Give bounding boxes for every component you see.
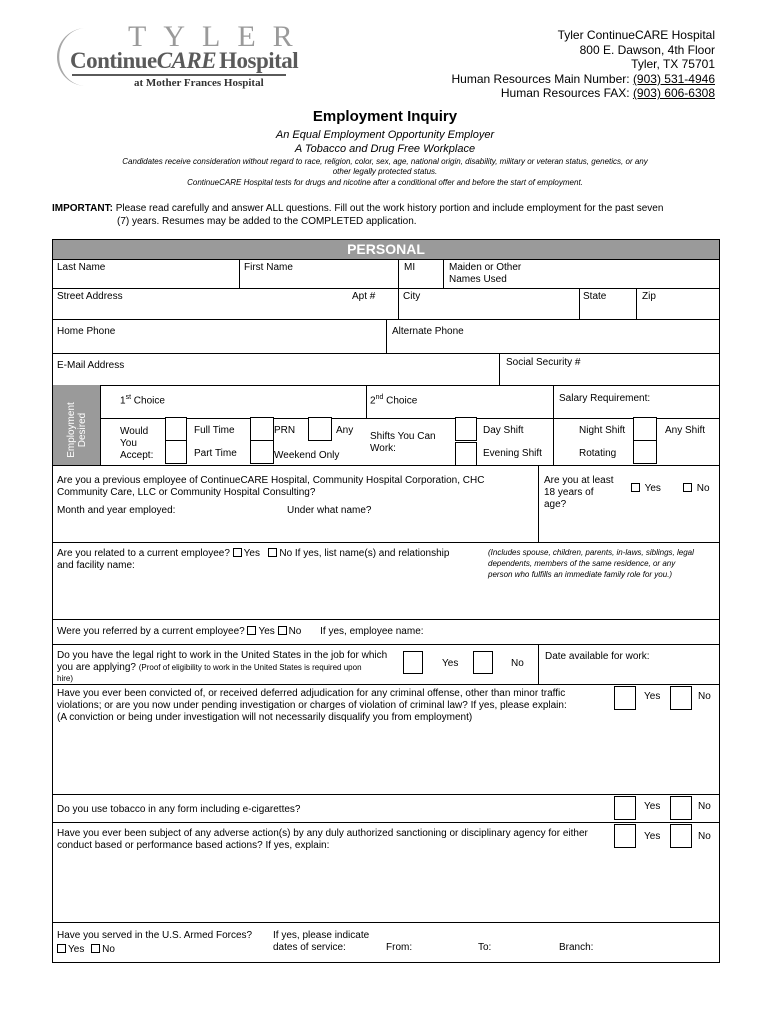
day-shift-checkbox[interactable] bbox=[455, 417, 477, 441]
employment-desired-label: Employment Desired bbox=[66, 402, 88, 458]
weekend-only-label: Weekend Only bbox=[274, 450, 340, 461]
previous-employee-question: Are you a previous employee of ContinueCARE Hospital, Community Hospital Corporation, CHC Community Care, LLC or Community Hospital Consulting? bbox=[57, 475, 485, 498]
mi-label: MI bbox=[404, 262, 416, 273]
related-no-checkbox[interactable] bbox=[268, 548, 277, 557]
address-city: Tyler, TX 75701 bbox=[631, 57, 715, 72]
apt-label: Apt # bbox=[352, 291, 376, 302]
month-year-employed-label: Month and year employed: bbox=[57, 505, 176, 516]
logo-tyler-text: TYLER bbox=[128, 20, 310, 53]
notice-line-2: other legally protected status. bbox=[332, 167, 438, 176]
notice-line-1: Candidates receive consideration without regard to race, religion, color, sex, age, national origin, disability, military or veteran status, genetics, or any bbox=[122, 157, 648, 166]
address-hr-line: Human Resources Main Number: (903) 531-4946 bbox=[451, 71, 715, 86]
adverse-no-checkbox[interactable] bbox=[670, 824, 692, 848]
hr-phone-link[interactable]: (903) 531-4946 bbox=[632, 71, 715, 86]
age-question: Are you at least 18 years of age? bbox=[544, 475, 614, 510]
evening-shift-checkbox[interactable] bbox=[455, 442, 477, 466]
address-fax-line: Human Resources FAX: (903) 606-6308 bbox=[500, 86, 715, 101]
age-no-option[interactable]: No bbox=[683, 483, 710, 495]
tobacco-yes-checkbox[interactable] bbox=[614, 796, 636, 820]
legal-no-checkbox[interactable] bbox=[473, 651, 493, 674]
day-shift-label: Day Shift bbox=[483, 425, 524, 436]
legal-right-question-1: Do you have the legal right to work in the United States in the job for which bbox=[57, 650, 388, 661]
salary-requirement-label: Salary Requirement: bbox=[559, 393, 651, 404]
tobacco-yes-label: Yes bbox=[644, 801, 661, 812]
convicted-yes-label: Yes bbox=[644, 691, 661, 702]
rotating-label: Rotating bbox=[579, 448, 617, 459]
important-notice: IMPORTANT: Please read carefully and answer ALL questions. Fill out the work history portion and include employment for the past seven (7) years. Resumes may be added to the COMPLETED application. bbox=[52, 203, 664, 227]
under-what-name-label: Under what name? bbox=[287, 505, 372, 516]
related-question: Are you related to a current employee? Yes No If yes, list name(s) and relationship bbox=[57, 548, 450, 559]
adverse-yes-label: Yes bbox=[644, 831, 661, 842]
from-label: From: bbox=[386, 942, 413, 953]
related-note: (Includes spouse, children, parents, in-laws, siblings, legal dependents, members of the same residence, or any person who fulfills an immediate family role for you.) bbox=[488, 548, 694, 579]
last-name-label: Last Name bbox=[57, 262, 106, 273]
part-time-label: Part Time bbox=[194, 448, 237, 459]
facility-name-label: and facility name: bbox=[57, 560, 135, 571]
age-yes-option[interactable]: Yes bbox=[631, 483, 661, 495]
referred-question: Were you referred by a current employee? Yes No If yes, employee name: bbox=[57, 626, 424, 637]
adverse-yes-checkbox[interactable] bbox=[614, 824, 636, 848]
referred-yes-checkbox[interactable] bbox=[247, 626, 256, 635]
email-label: E-Mail Address bbox=[57, 360, 125, 371]
full-time-label: Full Time bbox=[194, 425, 235, 436]
convicted-yes-checkbox[interactable] bbox=[614, 686, 636, 710]
eeo-subtitle: An Equal Employment Opportunity Employer bbox=[275, 129, 495, 141]
to-label: To: bbox=[478, 942, 492, 953]
street-address-label: Street Address bbox=[57, 291, 123, 302]
tobacco-no-checkbox[interactable] bbox=[670, 796, 692, 820]
convicted-question: Have you ever been convicted of, or received deferred adjudication for any criminal offense, other than minor traffic violations; or are you now under pending investigation or charges of violation of criminal law? If yes, please explain: (A conviction or being under investigation will not necessarily disqualify you from employment) bbox=[57, 688, 567, 723]
any-label: Any bbox=[336, 425, 354, 436]
armed-no-checkbox[interactable] bbox=[91, 944, 100, 953]
evening-shift-label: Evening Shift bbox=[483, 448, 542, 459]
branch-label: Branch: bbox=[559, 942, 594, 953]
state-label: State bbox=[583, 291, 607, 302]
logo-rule bbox=[72, 74, 286, 76]
home-phone-label: Home Phone bbox=[57, 326, 116, 337]
alternate-phone-label: Alternate Phone bbox=[392, 326, 464, 337]
adverse-action-question: Have you ever been subject of any adverse action(s) by any duly authorized sanctioning or disciplinary agency for either conduct based or performance based actions? If yes, explain: bbox=[57, 828, 588, 851]
city-label: City bbox=[403, 291, 421, 302]
related-yes-checkbox[interactable] bbox=[233, 548, 242, 557]
convicted-no-label: No bbox=[698, 691, 711, 702]
employment-desired-sidebar bbox=[53, 385, 101, 465]
prn-label: PRN bbox=[274, 425, 296, 436]
ssn-label: Social Security # bbox=[506, 357, 581, 368]
referred-no-checkbox[interactable] bbox=[278, 626, 287, 635]
would-accept-label: Would You Accept: bbox=[120, 426, 154, 461]
night-shift-checkbox[interactable] bbox=[633, 417, 657, 441]
age-no-checkbox[interactable] bbox=[683, 483, 692, 492]
adverse-no-label: No bbox=[698, 831, 711, 842]
convicted-no-checkbox[interactable] bbox=[670, 686, 692, 710]
armed-forces-question: Have you served in the U.S. Armed Forces? bbox=[57, 930, 253, 941]
tobacco-question: Do you use tobacco in any form including e-cigarettes? bbox=[57, 804, 301, 815]
prn-checkbox[interactable] bbox=[250, 417, 274, 441]
application-form bbox=[52, 239, 720, 963]
date-available-label: Date available for work: bbox=[545, 651, 650, 662]
age-yes-checkbox[interactable] bbox=[631, 483, 640, 492]
night-shift-label: Night Shift bbox=[579, 425, 626, 436]
second-choice-label: 2nd Choice bbox=[370, 394, 418, 407]
legal-no-label: No bbox=[511, 658, 524, 669]
personal-section-header bbox=[53, 240, 719, 260]
address-name: Tyler ContinueCARE Hospital bbox=[557, 28, 715, 42]
logo-main-text: ContinueCARE Hospital bbox=[70, 48, 299, 73]
armed-yes-checkbox[interactable] bbox=[57, 944, 66, 953]
address-street: 800 E. Dawson, 4th Floor bbox=[579, 42, 715, 57]
legal-yes-checkbox[interactable] bbox=[403, 651, 423, 674]
tobacco-no-label: No bbox=[698, 801, 711, 812]
shifts-label: Shifts You Can Work: bbox=[370, 431, 436, 454]
hospital-logo bbox=[48, 20, 310, 92]
any-shift-label: Any Shift bbox=[665, 425, 706, 436]
armed-forces-options: Yes No bbox=[57, 944, 115, 956]
service-dates-label: If yes, please indicate dates of service: bbox=[273, 930, 370, 953]
maiden-name-label: Maiden or Other Names Used bbox=[449, 262, 522, 285]
legal-yes-label: Yes bbox=[442, 658, 459, 669]
personal-section-title: PERSONAL bbox=[347, 241, 425, 257]
hospital-address bbox=[452, 28, 715, 101]
notice-line-3: ContinueCARE Hospital tests for drugs and nicotine after a conditional offer and before the start of employment. bbox=[187, 178, 583, 187]
rotating-checkbox[interactable] bbox=[633, 440, 657, 464]
any-checkbox[interactable] bbox=[308, 417, 332, 441]
legal-right-note-end: hire) bbox=[57, 674, 74, 683]
zip-label: Zip bbox=[642, 291, 656, 302]
part-time-checkbox[interactable] bbox=[165, 440, 187, 464]
logo-subtitle: at Mother Frances Hospital bbox=[134, 77, 264, 89]
legal-right-question-2: you are applying? (Proof of eligibility to work in the United States is required upon bbox=[57, 662, 362, 673]
page-title: Employment Inquiry bbox=[312, 108, 458, 125]
full-time-checkbox[interactable] bbox=[165, 417, 187, 441]
first-choice-label: 1st Choice bbox=[120, 394, 165, 407]
first-name-label: First Name bbox=[244, 262, 293, 273]
fax-phone-link[interactable]: (903) 606-6308 bbox=[632, 86, 715, 101]
drug-free-subtitle: A Tobacco and Drug Free Workplace bbox=[294, 143, 476, 155]
weekend-only-checkbox[interactable] bbox=[250, 440, 274, 464]
